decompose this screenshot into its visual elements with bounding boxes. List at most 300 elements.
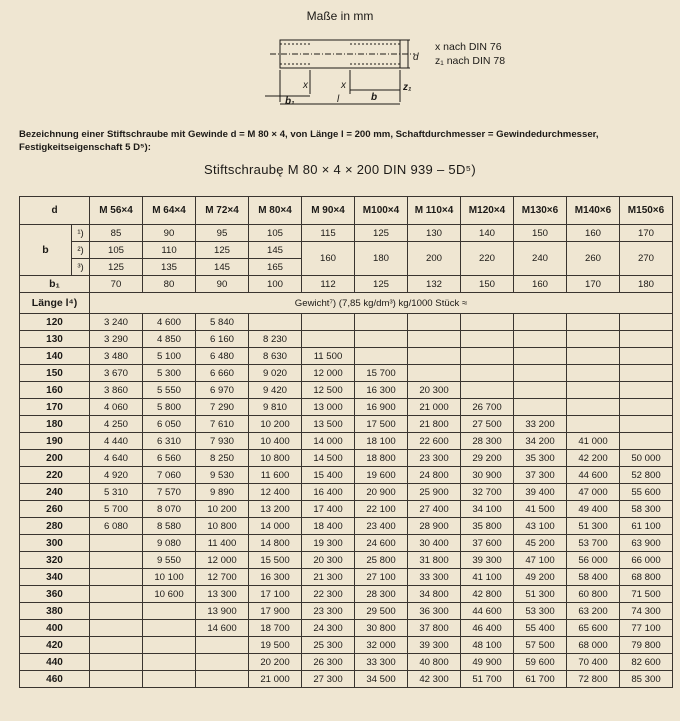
weight-cell (196, 654, 249, 671)
table-row (20, 518, 673, 535)
weight-cell: 42 200 (567, 450, 620, 467)
weight-cell: 3 670 (90, 365, 143, 382)
b1-cell: 160 (514, 276, 567, 293)
weight-cell: 3 290 (90, 331, 143, 348)
table-row (20, 382, 673, 399)
b1-cell: 100 (249, 276, 302, 293)
weight-cell: 4 640 (90, 450, 143, 467)
b1-cell: 180 (620, 276, 673, 293)
weight-cell: 39 300 (461, 552, 514, 569)
weight-cell: 9 550 (143, 552, 196, 569)
b-cell: 200 (408, 242, 461, 276)
weight-cell: 6 480 (196, 348, 249, 365)
b-cell: 270 (620, 242, 673, 276)
b-cell: 115 (302, 225, 355, 242)
weight-cell: 9 420 (249, 382, 302, 399)
b-cell: 260 (567, 242, 620, 276)
size-header: M 80×4 (249, 197, 302, 225)
b-cell: 85 (90, 225, 143, 242)
weight-cell: 6 310 (143, 433, 196, 450)
weight-cell: 46 400 (461, 620, 514, 637)
weight-cell (567, 382, 620, 399)
weight-cell: 59 600 (514, 654, 567, 671)
table-row (20, 569, 673, 586)
weight-cell (355, 331, 408, 348)
length-cell: 420 (20, 637, 90, 654)
weight-cell: 8 230 (249, 331, 302, 348)
weight-cell: 17 400 (302, 501, 355, 518)
weight-cell (514, 365, 567, 382)
b-note: ²) (72, 242, 90, 259)
b-cell: 150 (514, 225, 567, 242)
z1-label: z₁ (403, 82, 412, 93)
length-cell: 170 (20, 399, 90, 416)
length-cell: 460 (20, 671, 90, 688)
size-header: M 72×4 (196, 197, 249, 225)
weight-cell: 41 000 (567, 433, 620, 450)
weight-cell (355, 348, 408, 365)
length-cell: 400 (20, 620, 90, 637)
d-header: d (20, 197, 90, 225)
weight-cell: 40 800 (408, 654, 461, 671)
b-label-cell: b (20, 225, 72, 276)
table-row (20, 603, 673, 620)
weight-cell: 10 200 (196, 501, 249, 518)
weight-cell: 26 700 (461, 399, 514, 416)
weight-cell: 12 400 (249, 484, 302, 501)
b1-cell: 70 (90, 276, 143, 293)
weight-rows (20, 314, 673, 688)
weight-cell (196, 637, 249, 654)
size-header: M120×4 (461, 197, 514, 225)
length-cell: 220 (20, 467, 90, 484)
weight-cell: 9 080 (143, 535, 196, 552)
b1-cell: 170 (567, 276, 620, 293)
table-row (20, 348, 673, 365)
weight-cell: 10 100 (143, 569, 196, 586)
weight-cell: 12 000 (196, 552, 249, 569)
weight-cell (620, 399, 673, 416)
weight-cell: 34 100 (461, 501, 514, 518)
b1-row (20, 276, 673, 293)
weight-cell: 10 800 (249, 450, 302, 467)
weight-cell: 35 300 (514, 450, 567, 467)
weight-cell: 63 200 (567, 603, 620, 620)
b-cell: 140 (461, 225, 514, 242)
size-header: M140×6 (567, 197, 620, 225)
weight-cell (90, 620, 143, 637)
length-cell: 180 (20, 416, 90, 433)
weight-cell (302, 314, 355, 331)
size-header: M100×4 (355, 197, 408, 225)
weight-cell (355, 314, 408, 331)
b1-cell: 90 (196, 276, 249, 293)
b1-cell: 112 (302, 276, 355, 293)
weight-cell: 11 500 (302, 348, 355, 365)
weight-cell: 56 000 (567, 552, 620, 569)
weight-cell: 32 000 (355, 637, 408, 654)
weight-cell (461, 365, 514, 382)
weight-cell: 17 500 (355, 416, 408, 433)
b-cell: 180 (355, 242, 408, 276)
table-row (20, 671, 673, 688)
weight-cell: 50 000 (620, 450, 673, 467)
weight-cell: 71 500 (620, 586, 673, 603)
weight-cell: 44 600 (461, 603, 514, 620)
weight-cell (90, 569, 143, 586)
b-cell: 110 (143, 242, 196, 259)
weight-cell (408, 365, 461, 382)
weight-cell: 29 500 (355, 603, 408, 620)
b-cell: 165 (249, 259, 302, 276)
weight-cell: 27 400 (408, 501, 461, 518)
weight-cell: 53 700 (567, 535, 620, 552)
table-row (20, 331, 673, 348)
weight-cell: 36 300 (408, 603, 461, 620)
weight-cell: 12 000 (302, 365, 355, 382)
weight-cell (143, 654, 196, 671)
weight-cell: 8 070 (143, 501, 196, 518)
weight-cell: 33 300 (408, 569, 461, 586)
weight-cell: 34 800 (408, 586, 461, 603)
weight-cell (620, 348, 673, 365)
weight-cell: 13 000 (302, 399, 355, 416)
weight-cell: 11 400 (196, 535, 249, 552)
table-row (20, 416, 673, 433)
weight-cell: 23 300 (408, 450, 461, 467)
size-header: M130×6 (514, 197, 567, 225)
size-header: M 64×4 (143, 197, 196, 225)
weight-cell (461, 331, 514, 348)
weight-cell: 26 300 (302, 654, 355, 671)
weight-cell: 66 000 (620, 552, 673, 569)
weight-cell: 82 600 (620, 654, 673, 671)
weight-cell: 49 200 (514, 569, 567, 586)
weight-cell: 42 300 (408, 671, 461, 688)
b-cell: 105 (90, 242, 143, 259)
weight-cell: 4 250 (90, 416, 143, 433)
b-note: ¹) (72, 225, 90, 242)
weight-cell: 12 500 (302, 382, 355, 399)
weight-cell: 61 700 (514, 671, 567, 688)
weight-cell: 77 100 (620, 620, 673, 637)
b1-label-cell: b₁ (20, 276, 90, 293)
table-row (20, 535, 673, 552)
length-cell: 340 (20, 569, 90, 586)
weight-cell: 4 060 (90, 399, 143, 416)
weight-cell: 20 300 (302, 552, 355, 569)
weight-cell (408, 314, 461, 331)
weight-cell: 51 300 (514, 586, 567, 603)
table-row (20, 552, 673, 569)
size-header: M 110×4 (408, 197, 461, 225)
weight-cell: 32 700 (461, 484, 514, 501)
d-label: d (413, 52, 419, 63)
weight-cell: 29 200 (461, 450, 514, 467)
weight-cell: 22 100 (355, 501, 408, 518)
weight-cell (620, 314, 673, 331)
weight-cell (90, 671, 143, 688)
b-cell: 160 (302, 242, 355, 276)
weight-cell: 61 100 (620, 518, 673, 535)
weight-cell: 13 500 (302, 416, 355, 433)
weight-cell: 24 600 (355, 535, 408, 552)
weight-cell: 25 800 (355, 552, 408, 569)
size-header: M 90×4 (302, 197, 355, 225)
b-label: b (371, 92, 378, 103)
weight-cell: 68 000 (567, 637, 620, 654)
weight-cell: 5 550 (143, 382, 196, 399)
weight-cell: 55 600 (620, 484, 673, 501)
table-row (20, 484, 673, 501)
b-cell: 160 (567, 225, 620, 242)
table-row (20, 433, 673, 450)
b1-cell: 150 (461, 276, 514, 293)
weight-cell (90, 637, 143, 654)
weight-cell: 27 300 (302, 671, 355, 688)
length-cell: 320 (20, 552, 90, 569)
weight-cell: 20 200 (249, 654, 302, 671)
weight-cell: 58 300 (620, 501, 673, 518)
weight-cell: 14 500 (302, 450, 355, 467)
b-cell: 135 (143, 259, 196, 276)
weight-cell: 34 200 (514, 433, 567, 450)
weight-cell: 7 930 (196, 433, 249, 450)
weight-cell: 19 500 (249, 637, 302, 654)
dimension-table (19, 196, 673, 688)
length-cell: 140 (20, 348, 90, 365)
weight-cell (567, 416, 620, 433)
length-cell: 300 (20, 535, 90, 552)
weight-cell: 10 800 (196, 518, 249, 535)
table-row (20, 501, 673, 518)
weight-cell: 18 100 (355, 433, 408, 450)
weight-cell: 37 600 (461, 535, 514, 552)
b-cell: 130 (408, 225, 461, 242)
weight-cell (90, 654, 143, 671)
l-label: l (337, 94, 340, 105)
weight-cell (567, 399, 620, 416)
weight-cell: 15 400 (302, 467, 355, 484)
weight-cell: 21 000 (408, 399, 461, 416)
weight-cell: 43 100 (514, 518, 567, 535)
b1-cell: 125 (355, 276, 408, 293)
weight-cell: 39 300 (408, 637, 461, 654)
weight-cell: 18 800 (355, 450, 408, 467)
weight-cell: 30 900 (461, 467, 514, 484)
weight-cell: 6 050 (143, 416, 196, 433)
weight-cell (567, 331, 620, 348)
weight-cell: 33 200 (514, 416, 567, 433)
weight-cell: 20 900 (355, 484, 408, 501)
weight-cell: 7 570 (143, 484, 196, 501)
weight-cell: 58 400 (567, 569, 620, 586)
weight-cell: 41 100 (461, 569, 514, 586)
table-row (20, 620, 673, 637)
weight-cell (196, 671, 249, 688)
weight-cell: 5 100 (143, 348, 196, 365)
weight-cell: 19 300 (302, 535, 355, 552)
weight-cell: 8 250 (196, 450, 249, 467)
length-cell: 260 (20, 501, 90, 518)
weight-cell: 3 860 (90, 382, 143, 399)
weight-cell (90, 586, 143, 603)
table-row (20, 314, 673, 331)
weight-cell (620, 416, 673, 433)
weight-cell: 17 900 (249, 603, 302, 620)
weight-cell: 57 500 (514, 637, 567, 654)
weight-cell: 37 300 (514, 467, 567, 484)
weight-label-cell: Gewicht⁷) (7,85 kg/dm³) kg/1000 Stück ≈ (90, 293, 673, 314)
weight-cell: 7 060 (143, 467, 196, 484)
weight-cell: 3 240 (90, 314, 143, 331)
page-title: Maße in mm (306, 9, 374, 23)
weight-cell (90, 535, 143, 552)
weight-cell (90, 552, 143, 569)
b-cell: 95 (196, 225, 249, 242)
weight-cell: 6 080 (90, 518, 143, 535)
weight-cell: 49 900 (461, 654, 514, 671)
weight-cell: 18 400 (302, 518, 355, 535)
weight-cell: 70 400 (567, 654, 620, 671)
x-label-left: x (303, 80, 308, 91)
weight-cell: 8 630 (249, 348, 302, 365)
weight-cell: 45 200 (514, 535, 567, 552)
weight-cell: 25 900 (408, 484, 461, 501)
weight-cell: 9 890 (196, 484, 249, 501)
weight-cell: 85 300 (620, 671, 673, 688)
b-cell: 220 (461, 242, 514, 276)
b-cell: 105 (249, 225, 302, 242)
weight-cell: 68 800 (620, 569, 673, 586)
weight-cell (514, 314, 567, 331)
b-note: ³) (72, 259, 90, 276)
weight-cell: 35 800 (461, 518, 514, 535)
weight-cell: 28 300 (461, 433, 514, 450)
weight-cell: 24 800 (408, 467, 461, 484)
legend-z1: z₁ nach DIN 78 (435, 55, 506, 67)
weight-cell: 5 840 (196, 314, 249, 331)
weight-cell (620, 382, 673, 399)
weight-cell: 16 300 (249, 569, 302, 586)
table-row (20, 637, 673, 654)
size-header: M 56×4 (90, 197, 143, 225)
weight-cell (514, 382, 567, 399)
table-row (20, 586, 673, 603)
weight-cell (620, 365, 673, 382)
weight-cell: 14 000 (302, 433, 355, 450)
length-cell: 130 (20, 331, 90, 348)
length-cell: 280 (20, 518, 90, 535)
weight-cell: 48 100 (461, 637, 514, 654)
weight-cell: 34 500 (355, 671, 408, 688)
weight-cell: 21 800 (408, 416, 461, 433)
weight-cell: 28 900 (408, 518, 461, 535)
weight-cell (408, 331, 461, 348)
weight-cell (567, 314, 620, 331)
weight-cell: 27 100 (355, 569, 408, 586)
b-row-1 (20, 225, 673, 242)
length-cell: 200 (20, 450, 90, 467)
weight-cell (567, 348, 620, 365)
weight-cell: 16 900 (355, 399, 408, 416)
weight-cell: 20 300 (408, 382, 461, 399)
weight-cell: 5 300 (143, 365, 196, 382)
weight-cell: 14 000 (249, 518, 302, 535)
weight-cell (408, 348, 461, 365)
weight-cell: 14 600 (196, 620, 249, 637)
weight-cell (514, 399, 567, 416)
weight-cell: 5 700 (90, 501, 143, 518)
weight-cell: 16 300 (355, 382, 408, 399)
weight-cell: 6 160 (196, 331, 249, 348)
x-label-right: x (341, 80, 346, 91)
weight-cell: 49 400 (567, 501, 620, 518)
weight-cell: 5 310 (90, 484, 143, 501)
weight-cell (249, 314, 302, 331)
weight-cell: 53 300 (514, 603, 567, 620)
table-row (20, 365, 673, 382)
weight-cell: 55 400 (514, 620, 567, 637)
weight-cell (90, 603, 143, 620)
weight-cell (514, 348, 567, 365)
weight-cell: 30 800 (355, 620, 408, 637)
weight-cell: 21 300 (302, 569, 355, 586)
weight-cell: 47 100 (514, 552, 567, 569)
size-header: M150×6 (620, 197, 673, 225)
b-cell: 125 (90, 259, 143, 276)
weight-cell: 9 530 (196, 467, 249, 484)
weight-cell: 6 560 (143, 450, 196, 467)
table-row (20, 399, 673, 416)
weight-cell: 28 300 (355, 586, 408, 603)
weight-cell: 10 200 (249, 416, 302, 433)
weight-cell: 15 500 (249, 552, 302, 569)
weight-cell: 41 500 (514, 501, 567, 518)
legend-x: x nach DIN 76 (435, 41, 502, 53)
b1-label: b₁ (285, 96, 295, 107)
b-row-2 (20, 242, 673, 259)
weight-cell: 23 300 (302, 603, 355, 620)
length-cell: 190 (20, 433, 90, 450)
length-label-cell: Länge l⁴) (20, 293, 90, 314)
b-cell: 125 (196, 242, 249, 259)
weight-cell: 72 800 (567, 671, 620, 688)
weight-cell: 42 800 (461, 586, 514, 603)
weight-cell: 15 700 (355, 365, 408, 382)
weight-cell: 4 440 (90, 433, 143, 450)
weight-cell: 18 700 (249, 620, 302, 637)
weight-cell: 74 300 (620, 603, 673, 620)
weight-cell (461, 348, 514, 365)
weight-cell: 7 290 (196, 399, 249, 416)
weight-cell (461, 382, 514, 399)
weight-cell: 4 600 (143, 314, 196, 331)
length-cell: 160 (20, 382, 90, 399)
b1-cell: 80 (143, 276, 196, 293)
weight-cell: 51 700 (461, 671, 514, 688)
weight-cell (620, 433, 673, 450)
weight-cell: 30 400 (408, 535, 461, 552)
weight-cell: 22 600 (408, 433, 461, 450)
weight-cell: 33 300 (355, 654, 408, 671)
weight-cell (461, 314, 514, 331)
weight-cell: 9 020 (249, 365, 302, 382)
length-cell: 150 (20, 365, 90, 382)
weight-cell: 12 700 (196, 569, 249, 586)
weight-cell: 23 400 (355, 518, 408, 535)
length-cell: 240 (20, 484, 90, 501)
